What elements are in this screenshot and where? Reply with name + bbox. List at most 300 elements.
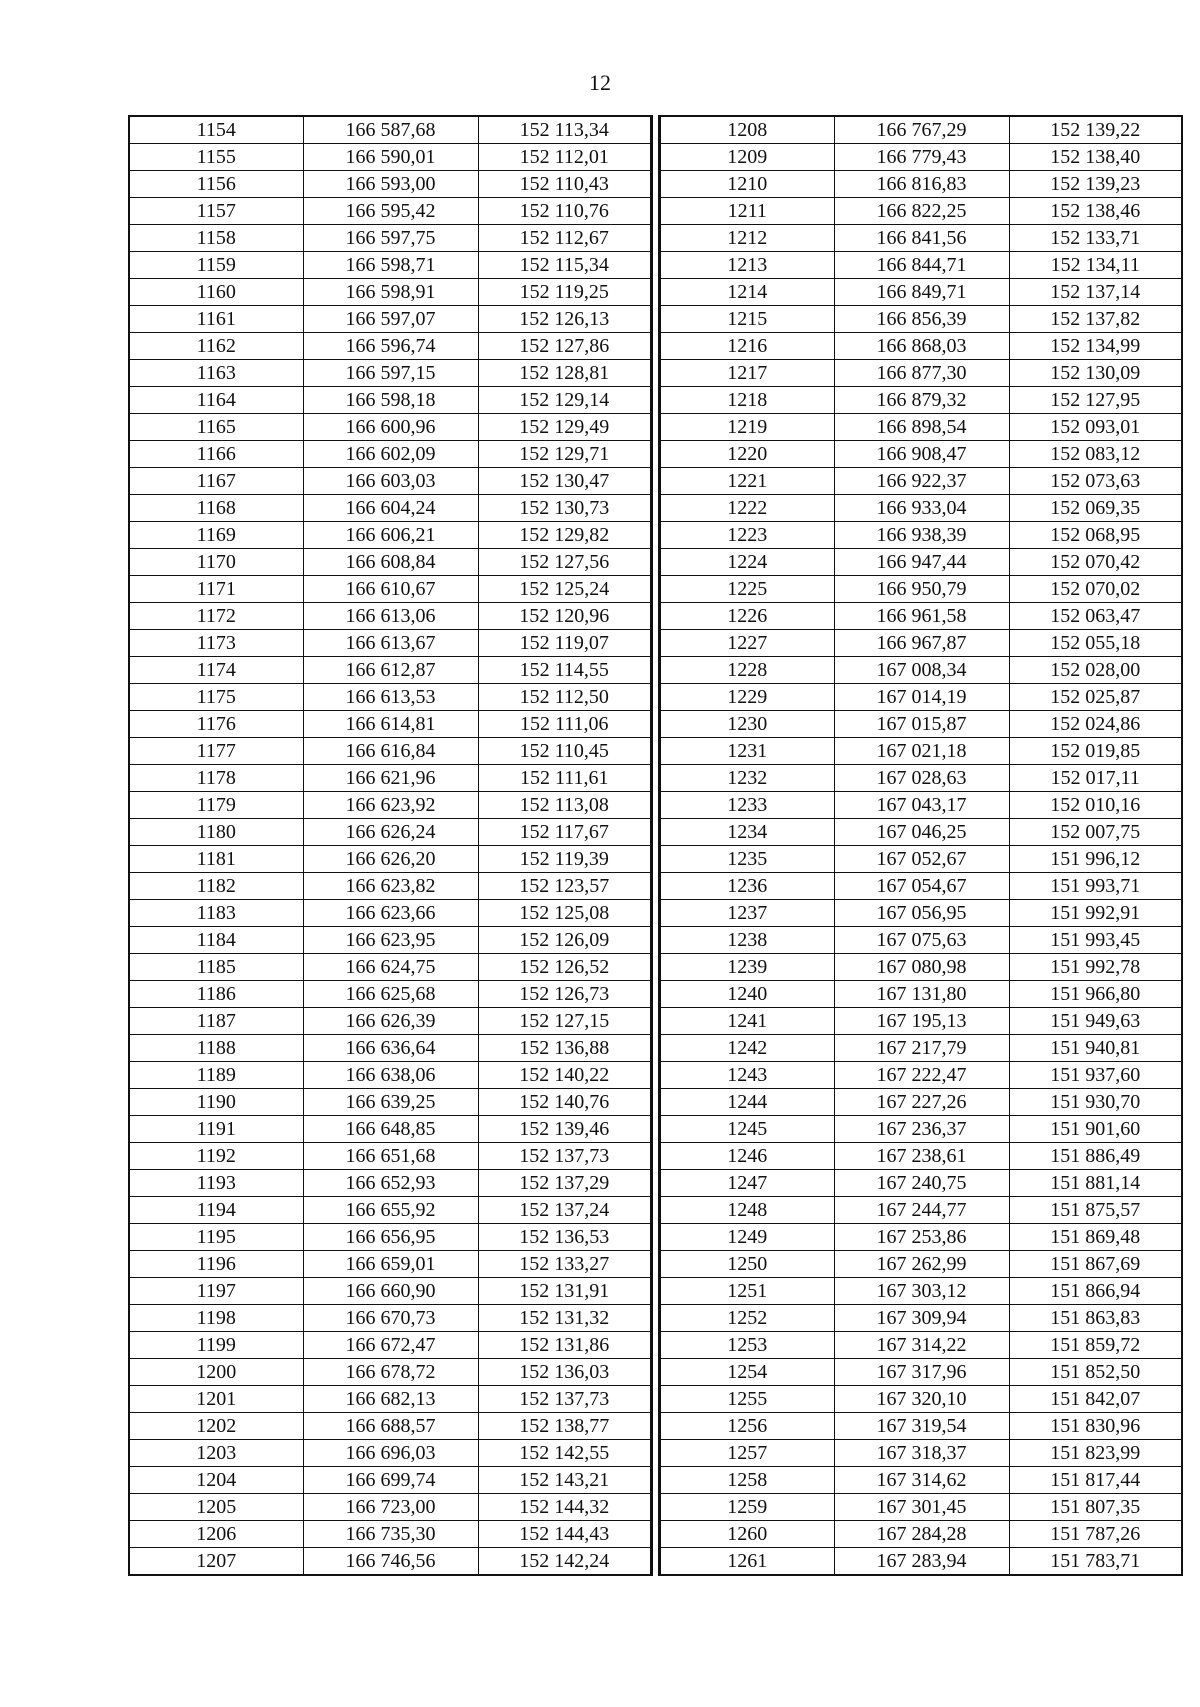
table-row xyxy=(129,927,651,954)
table-row xyxy=(129,1548,651,1576)
table-row xyxy=(129,495,651,522)
x-coordinate-cell: 166 616,84 xyxy=(303,738,478,765)
point-number-cell: 1243 xyxy=(660,1062,834,1089)
y-coordinate-cell: 152 138,46 xyxy=(1009,198,1182,225)
y-coordinate-cell: 152 007,75 xyxy=(1009,819,1182,846)
point-number-cell: 1158 xyxy=(129,225,303,252)
table-row xyxy=(129,1278,651,1305)
table-row xyxy=(660,1440,1182,1467)
table-row xyxy=(660,549,1182,576)
table-row xyxy=(129,1008,651,1035)
y-coordinate-cell: 152 131,86 xyxy=(478,1332,651,1359)
x-coordinate-cell: 166 933,04 xyxy=(834,495,1009,522)
point-number-cell: 1178 xyxy=(129,765,303,792)
x-coordinate-cell: 167 043,17 xyxy=(834,792,1009,819)
x-coordinate-cell: 166 625,68 xyxy=(303,981,478,1008)
point-number-cell: 1194 xyxy=(129,1197,303,1224)
coordinates-table-right xyxy=(659,115,1183,1576)
table-row xyxy=(660,495,1182,522)
point-number-cell: 1233 xyxy=(660,792,834,819)
point-number-cell: 1249 xyxy=(660,1224,834,1251)
point-number-cell: 1185 xyxy=(129,954,303,981)
table-row xyxy=(129,468,651,495)
x-coordinate-cell: 166 598,71 xyxy=(303,252,478,279)
point-number-cell: 1201 xyxy=(129,1386,303,1413)
x-coordinate-cell: 166 595,42 xyxy=(303,198,478,225)
x-coordinate-cell: 167 319,54 xyxy=(834,1413,1009,1440)
table-row xyxy=(660,792,1182,819)
y-coordinate-cell: 152 137,14 xyxy=(1009,279,1182,306)
x-coordinate-cell: 166 598,18 xyxy=(303,387,478,414)
table-row xyxy=(129,1332,651,1359)
y-coordinate-cell: 152 131,32 xyxy=(478,1305,651,1332)
point-number-cell: 1206 xyxy=(129,1521,303,1548)
point-number-cell: 1167 xyxy=(129,468,303,495)
x-coordinate-cell: 166 603,03 xyxy=(303,468,478,495)
y-coordinate-cell: 152 137,73 xyxy=(478,1143,651,1170)
y-coordinate-cell: 152 129,71 xyxy=(478,441,651,468)
table-row xyxy=(660,765,1182,792)
table-row xyxy=(129,873,651,900)
y-coordinate-cell: 152 111,61 xyxy=(478,765,651,792)
y-coordinate-cell: 152 010,16 xyxy=(1009,792,1182,819)
point-number-cell: 1180 xyxy=(129,819,303,846)
x-coordinate-cell: 166 898,54 xyxy=(834,414,1009,441)
table-row xyxy=(660,225,1182,252)
x-coordinate-cell: 167 238,61 xyxy=(834,1143,1009,1170)
y-coordinate-cell: 152 126,09 xyxy=(478,927,651,954)
table-row xyxy=(660,1251,1182,1278)
x-coordinate-cell: 167 195,13 xyxy=(834,1008,1009,1035)
table-row xyxy=(129,1359,651,1386)
x-coordinate-cell: 166 849,71 xyxy=(834,279,1009,306)
point-number-cell: 1248 xyxy=(660,1197,834,1224)
y-coordinate-cell: 151 842,07 xyxy=(1009,1386,1182,1413)
x-coordinate-cell: 167 314,22 xyxy=(834,1332,1009,1359)
point-number-cell: 1162 xyxy=(129,333,303,360)
y-coordinate-cell: 151 869,48 xyxy=(1009,1224,1182,1251)
x-coordinate-cell: 166 613,53 xyxy=(303,684,478,711)
y-coordinate-cell: 152 137,82 xyxy=(1009,306,1182,333)
x-coordinate-cell: 166 610,67 xyxy=(303,576,478,603)
point-number-cell: 1186 xyxy=(129,981,303,1008)
table-row xyxy=(660,738,1182,765)
point-number-cell: 1227 xyxy=(660,630,834,657)
y-coordinate-cell: 152 127,86 xyxy=(478,333,651,360)
y-coordinate-cell: 151 823,99 xyxy=(1009,1440,1182,1467)
point-number-cell: 1216 xyxy=(660,333,834,360)
table-row xyxy=(129,1143,651,1170)
point-number-cell: 1257 xyxy=(660,1440,834,1467)
x-coordinate-cell: 167 284,28 xyxy=(834,1521,1009,1548)
x-coordinate-cell: 167 303,12 xyxy=(834,1278,1009,1305)
table-row xyxy=(129,549,651,576)
x-coordinate-cell: 166 655,92 xyxy=(303,1197,478,1224)
table-row xyxy=(129,144,651,171)
table-row xyxy=(660,1305,1182,1332)
x-coordinate-cell: 167 253,86 xyxy=(834,1224,1009,1251)
y-coordinate-cell: 152 019,85 xyxy=(1009,738,1182,765)
table-row xyxy=(660,1359,1182,1386)
point-number-cell: 1258 xyxy=(660,1467,834,1494)
y-coordinate-cell: 152 142,55 xyxy=(478,1440,651,1467)
table-row xyxy=(660,468,1182,495)
y-coordinate-cell: 152 115,34 xyxy=(478,252,651,279)
table-row xyxy=(660,1008,1182,1035)
table-row xyxy=(129,711,651,738)
y-coordinate-cell: 151 807,35 xyxy=(1009,1494,1182,1521)
x-coordinate-cell: 166 841,56 xyxy=(834,225,1009,252)
point-number-cell: 1239 xyxy=(660,954,834,981)
y-coordinate-cell: 151 852,50 xyxy=(1009,1359,1182,1386)
x-coordinate-cell: 166 626,24 xyxy=(303,819,478,846)
y-coordinate-cell: 152 120,96 xyxy=(478,603,651,630)
point-number-cell: 1190 xyxy=(129,1089,303,1116)
point-number-cell: 1250 xyxy=(660,1251,834,1278)
point-number-cell: 1176 xyxy=(129,711,303,738)
y-coordinate-cell: 151 859,72 xyxy=(1009,1332,1182,1359)
coordinates-tables xyxy=(128,115,1183,1576)
x-coordinate-cell: 166 623,95 xyxy=(303,927,478,954)
x-coordinate-cell: 167 283,94 xyxy=(834,1548,1009,1576)
x-coordinate-cell: 167 028,63 xyxy=(834,765,1009,792)
point-number-cell: 1256 xyxy=(660,1413,834,1440)
x-coordinate-cell: 167 320,10 xyxy=(834,1386,1009,1413)
point-number-cell: 1166 xyxy=(129,441,303,468)
x-coordinate-cell: 166 746,56 xyxy=(303,1548,478,1576)
y-coordinate-cell: 152 127,56 xyxy=(478,549,651,576)
x-coordinate-cell: 166 656,95 xyxy=(303,1224,478,1251)
table-row xyxy=(129,1062,651,1089)
x-coordinate-cell: 167 080,98 xyxy=(834,954,1009,981)
x-coordinate-cell: 166 602,09 xyxy=(303,441,478,468)
y-coordinate-cell: 152 140,76 xyxy=(478,1089,651,1116)
point-number-cell: 1159 xyxy=(129,252,303,279)
table-row xyxy=(660,1467,1182,1494)
table-row xyxy=(660,306,1182,333)
y-coordinate-cell: 151 787,26 xyxy=(1009,1521,1182,1548)
point-number-cell: 1220 xyxy=(660,441,834,468)
point-number-cell: 1230 xyxy=(660,711,834,738)
y-coordinate-cell: 152 127,95 xyxy=(1009,387,1182,414)
table-row xyxy=(660,522,1182,549)
y-coordinate-cell: 151 993,71 xyxy=(1009,873,1182,900)
y-coordinate-cell: 152 111,06 xyxy=(478,711,651,738)
point-number-cell: 1197 xyxy=(129,1278,303,1305)
x-coordinate-cell: 166 699,74 xyxy=(303,1467,478,1494)
point-number-cell: 1198 xyxy=(129,1305,303,1332)
y-coordinate-cell: 152 025,87 xyxy=(1009,684,1182,711)
table-row xyxy=(129,765,651,792)
point-number-cell: 1174 xyxy=(129,657,303,684)
y-coordinate-cell: 152 130,09 xyxy=(1009,360,1182,387)
point-number-cell: 1253 xyxy=(660,1332,834,1359)
y-coordinate-cell: 152 129,49 xyxy=(478,414,651,441)
y-coordinate-cell: 152 125,24 xyxy=(478,576,651,603)
x-coordinate-cell: 167 262,99 xyxy=(834,1251,1009,1278)
point-number-cell: 1202 xyxy=(129,1413,303,1440)
y-coordinate-cell: 152 114,55 xyxy=(478,657,651,684)
table-row xyxy=(660,1170,1182,1197)
y-coordinate-cell: 152 110,76 xyxy=(478,198,651,225)
x-coordinate-cell: 167 014,19 xyxy=(834,684,1009,711)
table-row xyxy=(129,1494,651,1521)
y-coordinate-cell: 151 866,94 xyxy=(1009,1278,1182,1305)
table-row xyxy=(660,981,1182,1008)
point-number-cell: 1217 xyxy=(660,360,834,387)
point-number-cell: 1235 xyxy=(660,846,834,873)
x-coordinate-cell: 166 938,39 xyxy=(834,522,1009,549)
x-coordinate-cell: 166 621,96 xyxy=(303,765,478,792)
point-number-cell: 1210 xyxy=(660,171,834,198)
point-number-cell: 1226 xyxy=(660,603,834,630)
table-row xyxy=(129,252,651,279)
y-coordinate-cell: 152 139,46 xyxy=(478,1116,651,1143)
table-separator xyxy=(652,115,659,1576)
point-number-cell: 1222 xyxy=(660,495,834,522)
x-coordinate-cell: 167 015,87 xyxy=(834,711,1009,738)
y-coordinate-cell: 151 992,78 xyxy=(1009,954,1182,981)
x-coordinate-cell: 167 314,62 xyxy=(834,1467,1009,1494)
y-coordinate-cell: 152 136,88 xyxy=(478,1035,651,1062)
x-coordinate-cell: 167 244,77 xyxy=(834,1197,1009,1224)
y-coordinate-cell: 151 886,49 xyxy=(1009,1143,1182,1170)
x-coordinate-cell: 166 682,13 xyxy=(303,1386,478,1413)
point-number-cell: 1215 xyxy=(660,306,834,333)
point-number-cell: 1255 xyxy=(660,1386,834,1413)
y-coordinate-cell: 151 830,96 xyxy=(1009,1413,1182,1440)
y-coordinate-cell: 152 113,08 xyxy=(478,792,651,819)
y-coordinate-cell: 152 125,08 xyxy=(478,900,651,927)
y-coordinate-cell: 152 129,82 xyxy=(478,522,651,549)
table-row xyxy=(129,1440,651,1467)
table-row xyxy=(660,116,1182,144)
point-number-cell: 1228 xyxy=(660,657,834,684)
x-coordinate-cell: 166 624,75 xyxy=(303,954,478,981)
table-row xyxy=(129,522,651,549)
x-coordinate-cell: 166 623,92 xyxy=(303,792,478,819)
table-row xyxy=(129,360,651,387)
point-number-cell: 1156 xyxy=(129,171,303,198)
point-number-cell: 1260 xyxy=(660,1521,834,1548)
table-row xyxy=(660,846,1182,873)
table-row xyxy=(660,1062,1182,1089)
y-coordinate-cell: 152 126,13 xyxy=(478,306,651,333)
y-coordinate-cell: 152 139,23 xyxy=(1009,171,1182,198)
y-coordinate-cell: 152 133,27 xyxy=(478,1251,651,1278)
y-coordinate-cell: 152 138,40 xyxy=(1009,144,1182,171)
y-coordinate-cell: 151 940,81 xyxy=(1009,1035,1182,1062)
x-coordinate-cell: 166 636,64 xyxy=(303,1035,478,1062)
x-coordinate-cell: 166 612,87 xyxy=(303,657,478,684)
y-coordinate-cell: 152 069,35 xyxy=(1009,495,1182,522)
x-coordinate-cell: 166 856,39 xyxy=(834,306,1009,333)
x-coordinate-cell: 166 779,43 xyxy=(834,144,1009,171)
x-coordinate-cell: 166 688,57 xyxy=(303,1413,478,1440)
point-number-cell: 1196 xyxy=(129,1251,303,1278)
point-number-cell: 1182 xyxy=(129,873,303,900)
y-coordinate-cell: 152 070,02 xyxy=(1009,576,1182,603)
table-row xyxy=(129,738,651,765)
point-number-cell: 1234 xyxy=(660,819,834,846)
y-coordinate-cell: 151 966,80 xyxy=(1009,981,1182,1008)
x-coordinate-cell: 166 678,72 xyxy=(303,1359,478,1386)
x-coordinate-cell: 166 652,93 xyxy=(303,1170,478,1197)
table-row xyxy=(129,819,651,846)
table-row xyxy=(129,1089,651,1116)
y-coordinate-cell: 152 139,22 xyxy=(1009,116,1182,144)
table-row xyxy=(129,1413,651,1440)
point-number-cell: 1161 xyxy=(129,306,303,333)
x-coordinate-cell: 167 046,25 xyxy=(834,819,1009,846)
left-table-body xyxy=(129,116,651,1575)
point-number-cell: 1192 xyxy=(129,1143,303,1170)
point-number-cell: 1240 xyxy=(660,981,834,1008)
point-number-cell: 1254 xyxy=(660,1359,834,1386)
table-row xyxy=(660,414,1182,441)
table-row xyxy=(660,441,1182,468)
table-row xyxy=(660,1224,1182,1251)
y-coordinate-cell: 151 949,63 xyxy=(1009,1008,1182,1035)
point-number-cell: 1205 xyxy=(129,1494,303,1521)
table-row xyxy=(660,1278,1182,1305)
table-row xyxy=(129,576,651,603)
x-coordinate-cell: 166 613,06 xyxy=(303,603,478,630)
point-number-cell: 1204 xyxy=(129,1467,303,1494)
point-number-cell: 1208 xyxy=(660,116,834,144)
y-coordinate-cell: 152 137,24 xyxy=(478,1197,651,1224)
table-row xyxy=(129,792,651,819)
table-row xyxy=(660,711,1182,738)
table-row xyxy=(660,1494,1182,1521)
y-coordinate-cell: 151 996,12 xyxy=(1009,846,1182,873)
y-coordinate-cell: 152 093,01 xyxy=(1009,414,1182,441)
point-number-cell: 1169 xyxy=(129,522,303,549)
point-number-cell: 1155 xyxy=(129,144,303,171)
point-number-cell: 1160 xyxy=(129,279,303,306)
table-row xyxy=(129,171,651,198)
y-coordinate-cell: 151 817,44 xyxy=(1009,1467,1182,1494)
table-row xyxy=(129,1197,651,1224)
y-coordinate-cell: 152 063,47 xyxy=(1009,603,1182,630)
table-row xyxy=(660,360,1182,387)
x-coordinate-cell: 166 638,06 xyxy=(303,1062,478,1089)
table-row xyxy=(129,954,651,981)
point-number-cell: 1236 xyxy=(660,873,834,900)
x-coordinate-cell: 166 922,37 xyxy=(834,468,1009,495)
x-coordinate-cell: 166 961,58 xyxy=(834,603,1009,630)
point-number-cell: 1223 xyxy=(660,522,834,549)
y-coordinate-cell: 152 144,43 xyxy=(478,1521,651,1548)
y-coordinate-cell: 152 070,42 xyxy=(1009,549,1182,576)
page-number: 12 xyxy=(589,70,611,95)
point-number-cell: 1218 xyxy=(660,387,834,414)
x-coordinate-cell: 166 767,29 xyxy=(834,116,1009,144)
table-row xyxy=(129,657,651,684)
point-number-cell: 1175 xyxy=(129,684,303,711)
y-coordinate-cell: 152 083,12 xyxy=(1009,441,1182,468)
table-row xyxy=(129,630,651,657)
y-coordinate-cell: 152 140,22 xyxy=(478,1062,651,1089)
x-coordinate-cell: 166 723,00 xyxy=(303,1494,478,1521)
y-coordinate-cell: 152 136,03 xyxy=(478,1359,651,1386)
point-number-cell: 1214 xyxy=(660,279,834,306)
table-row xyxy=(660,900,1182,927)
x-coordinate-cell: 166 879,32 xyxy=(834,387,1009,414)
y-coordinate-cell: 151 783,71 xyxy=(1009,1548,1182,1576)
table-row xyxy=(660,927,1182,954)
table-row xyxy=(660,333,1182,360)
x-coordinate-cell: 167 008,34 xyxy=(834,657,1009,684)
table-row xyxy=(129,333,651,360)
table-row xyxy=(129,1170,651,1197)
point-number-cell: 1246 xyxy=(660,1143,834,1170)
x-coordinate-cell: 166 639,25 xyxy=(303,1089,478,1116)
point-number-cell: 1219 xyxy=(660,414,834,441)
table-row xyxy=(660,1089,1182,1116)
point-number-cell: 1200 xyxy=(129,1359,303,1386)
point-number-cell: 1211 xyxy=(660,198,834,225)
x-coordinate-cell: 167 131,80 xyxy=(834,981,1009,1008)
y-coordinate-cell: 152 142,24 xyxy=(478,1548,651,1576)
table-row xyxy=(129,684,651,711)
table-row xyxy=(129,1386,651,1413)
y-coordinate-cell: 152 131,91 xyxy=(478,1278,651,1305)
y-coordinate-cell: 152 112,01 xyxy=(478,144,651,171)
x-coordinate-cell: 166 598,91 xyxy=(303,279,478,306)
y-coordinate-cell: 152 137,73 xyxy=(478,1386,651,1413)
point-number-cell: 1213 xyxy=(660,252,834,279)
point-number-cell: 1231 xyxy=(660,738,834,765)
y-coordinate-cell: 152 112,50 xyxy=(478,684,651,711)
y-coordinate-cell: 152 028,00 xyxy=(1009,657,1182,684)
x-coordinate-cell: 166 613,67 xyxy=(303,630,478,657)
table-row xyxy=(660,1521,1182,1548)
y-coordinate-cell: 152 119,39 xyxy=(478,846,651,873)
x-coordinate-cell: 166 696,03 xyxy=(303,1440,478,1467)
x-coordinate-cell: 167 052,67 xyxy=(834,846,1009,873)
table-row xyxy=(660,684,1182,711)
point-number-cell: 1221 xyxy=(660,468,834,495)
x-coordinate-cell: 166 597,15 xyxy=(303,360,478,387)
point-number-cell: 1154 xyxy=(129,116,303,144)
x-coordinate-cell: 166 659,01 xyxy=(303,1251,478,1278)
table-row xyxy=(660,1548,1182,1576)
point-number-cell: 1195 xyxy=(129,1224,303,1251)
x-coordinate-cell: 167 075,63 xyxy=(834,927,1009,954)
table-row xyxy=(129,1116,651,1143)
table-row xyxy=(129,900,651,927)
y-coordinate-cell: 152 128,81 xyxy=(478,360,651,387)
y-coordinate-cell: 151 930,70 xyxy=(1009,1089,1182,1116)
point-number-cell: 1189 xyxy=(129,1062,303,1089)
point-number-cell: 1245 xyxy=(660,1116,834,1143)
table-row xyxy=(660,279,1182,306)
x-coordinate-cell: 166 597,75 xyxy=(303,225,478,252)
point-number-cell: 1209 xyxy=(660,144,834,171)
point-number-cell: 1203 xyxy=(129,1440,303,1467)
point-number-cell: 1207 xyxy=(129,1548,303,1576)
y-coordinate-cell: 151 875,57 xyxy=(1009,1197,1182,1224)
point-number-cell: 1238 xyxy=(660,927,834,954)
point-number-cell: 1199 xyxy=(129,1332,303,1359)
y-coordinate-cell: 152 119,07 xyxy=(478,630,651,657)
y-coordinate-cell: 151 937,60 xyxy=(1009,1062,1182,1089)
point-number-cell: 1179 xyxy=(129,792,303,819)
point-number-cell: 1172 xyxy=(129,603,303,630)
point-number-cell: 1242 xyxy=(660,1035,834,1062)
point-number-cell: 1181 xyxy=(129,846,303,873)
